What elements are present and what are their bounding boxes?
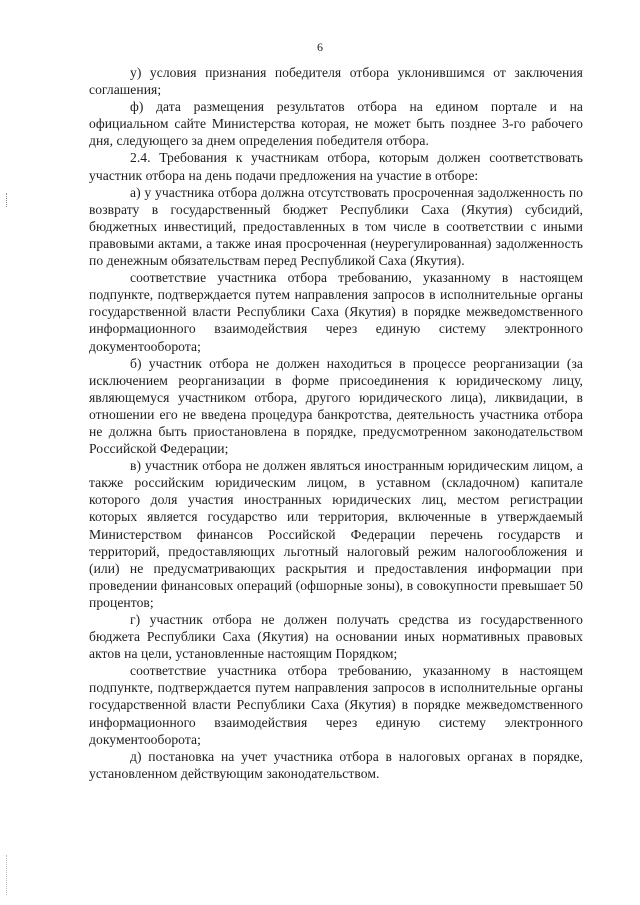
scan-edge-dots (6, 855, 9, 895)
scan-edge-mark (6, 193, 10, 207)
paragraph-a-no-debt: а) у участника отбора должна отсутствовать просроченная задолженность по возврату в государственный бюджет Республики Саха (Якутия) субсидий, бюджетных инвестиций, предоставленных в том числе в соответствии с иными правовыми актами, а также иная просроченная (неурегулированная) задолженность по денежным обязательствам перед Республикой Саха (Якутия). (89, 184, 583, 269)
paragraph-b-no-reorganization: б) участник отбора не должен находиться в процессе реорганизации (за исключением реорганизации в форме присоединения к юридическому лицу, являющемуся участником отбора, другого юридического лица), ликвидации, в отношении его не введена процедура банкротства, деятельность участника отбора не должна быть приостановлена в порядке, предусмотренном законодательством Российской Федерации; (89, 355, 583, 457)
paragraph-g-compliance: соответствие участника отбора требованию, указанному в настоящем подпункте, подтверждается путем направления запросов в исполнительные органы государственной власти Республики Саха (Якутия) в порядке межведомственного информационного взаимодействия через единую систему электронного документооборота; (89, 663, 583, 747)
paragraph-2-4-requirements: 2.4. Требования к участникам отбора, которым должен соответствовать участник отбора на день подачи предложения на участие в отборе: (89, 150, 583, 183)
page-number: 6 (317, 40, 323, 54)
paragraph-d-tax-registration: д) постановка на учет участника отбора в налоговых органах в порядке, установленном действующим законодательством. (89, 748, 583, 781)
paragraph-f-results-date: ф) дата размещения результатов отбора на едином портале и на официальном сайте Министерства которая, не может быть позднее 3-го рабочего дня, следующего за днем определения победителя отбора. (89, 99, 583, 149)
paragraph-v-not-foreign: в) участник отбора не должен являться иностранным юридическим лицом, а также российским юридическим лицом, в уставном (складочном) капитале которого доля участия иностранных юридических лиц, местом регистрации которых является государство или территория, включенные в утверждаемый Министерством финансов Российской Федерации перечень государств и территорий, предоставляющих льготный налоговый режим налогообложения и (или) не предусматривающих раскрытия и предоставления информации при проведении финансовых операций (офшорные зоны), в совокупности превышает 50 процентов; (89, 458, 583, 610)
paragraph-a-compliance: соответствие участника отбора требованию, указанному в настоящем подпункте, подтверждается путем направления запросов в исполнительные органы государственной власти Республики Саха (Якутия) в порядке межведомственного информационного взаимодействия через единую систему электронного документооборота; (89, 270, 583, 354)
paragraph-g-no-other-funds: г) участник отбора не должен получать средства из государственного бюджета Республики Саха (Якутия) на основании иных нормативных правовых актов на цели, установленные настоящим Порядком; (89, 612, 583, 662)
document-body (89, 64, 583, 782)
paragraph-u-evasion: у) условия признания победителя отбора уклонившимся от заключения соглашения; (89, 65, 583, 98)
